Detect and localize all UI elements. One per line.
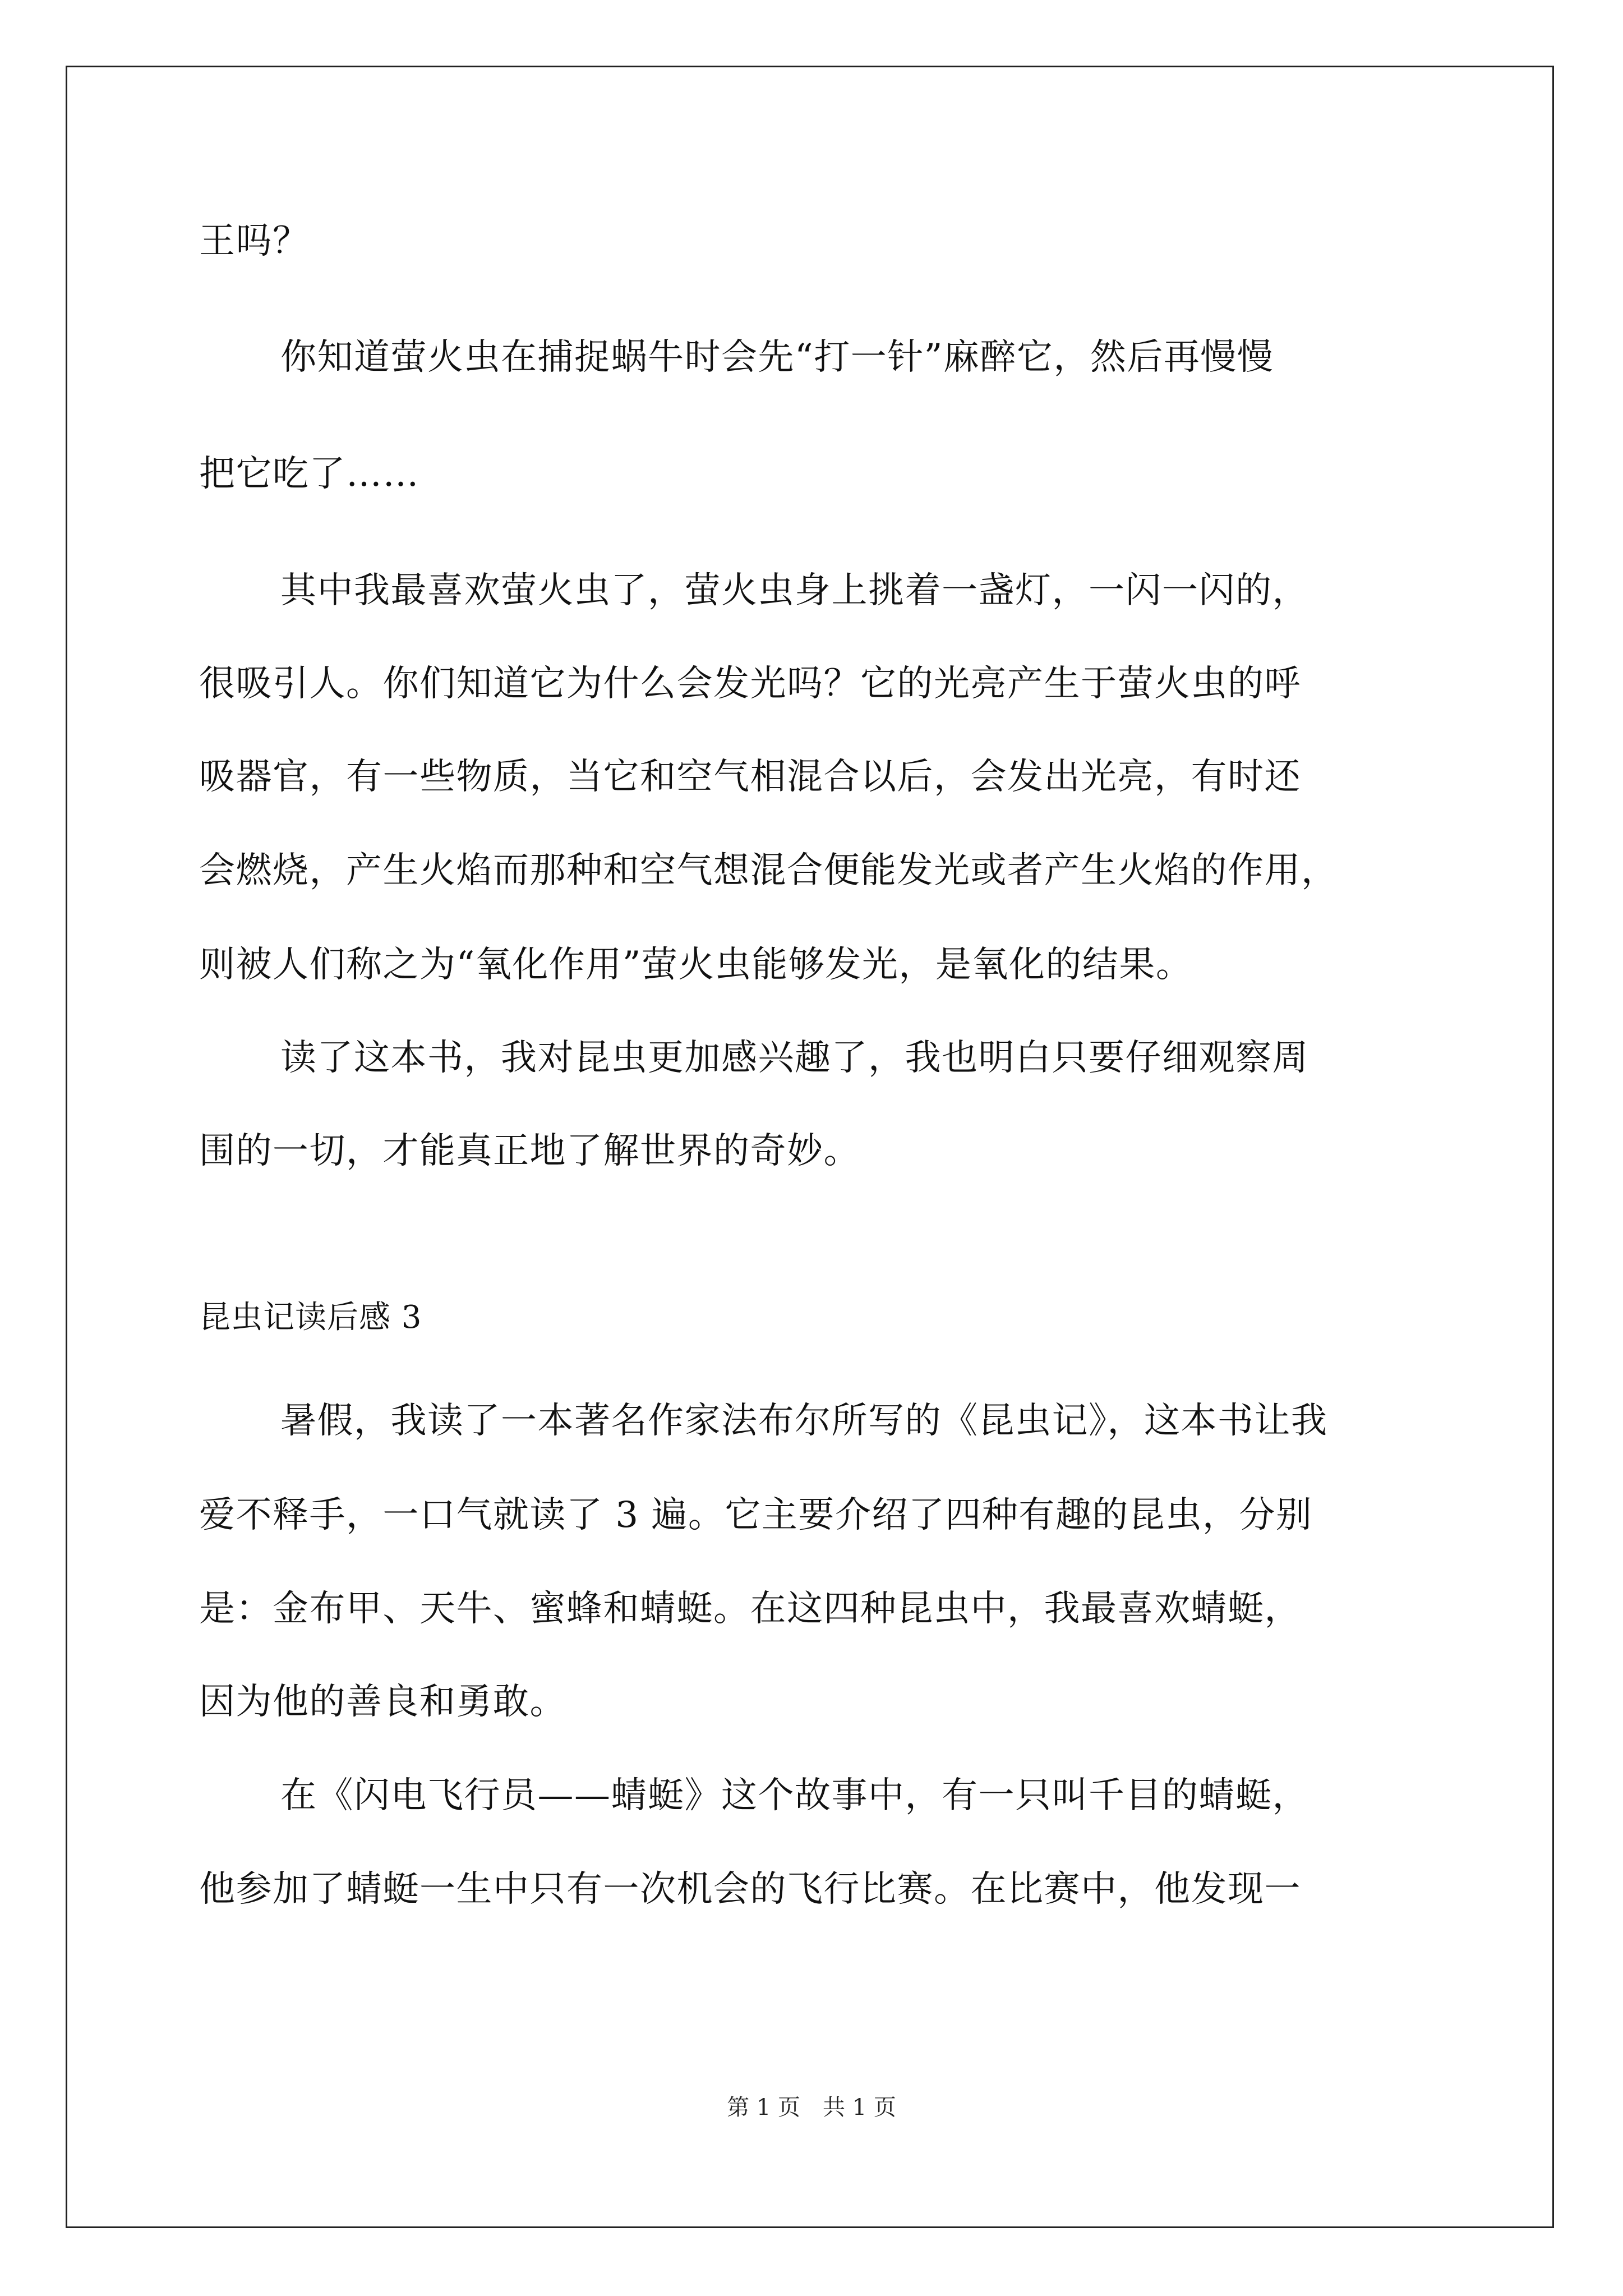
- text-line: 因为他的善良和勇敢。: [199, 1681, 566, 1723]
- section-heading: 昆虫记读后感 3: [199, 1299, 422, 1336]
- paragraph-start: 在《闪电飞行员——蜻蜓》这个故事中，有一只叫千目的蜻蜓，: [280, 1775, 1309, 1816]
- text-line: 围的一切，才能真正地了解世界的奇妙。: [199, 1130, 860, 1172]
- text-line: 他参加了蜻蜓一生中只有一次机会的飞行比赛。在比赛中，他发现一: [199, 1869, 1301, 1910]
- text-line: 王吗？: [199, 220, 310, 262]
- text-line: 吸器官，有一些物质，当它和空气相混合以后，会发出光亮，有时还: [199, 756, 1301, 798]
- text-line: 很吸引人。你们知道它为什么会发光吗？它的光亮产生于萤火虫的呼: [199, 663, 1301, 705]
- text-line: 是：金布甲、天牛、蜜蜂和蜻蜓。在这四种昆虫中，我最喜欢蜻蜓，: [199, 1588, 1301, 1630]
- text-line: 把它吃了……: [199, 453, 419, 495]
- text-line: 爱不释手，一口气就读了 3 遍。它主要介绍了四种有趣的昆虫，分别: [199, 1494, 1313, 1536]
- paragraph-start: 读了这本书，我对昆虫更加感兴趣了，我也明白只要仔细观察周: [280, 1037, 1309, 1079]
- text-line: 会燃烧，产生火焰而那种和空气想混合便能发光或者产生火焰的作用，: [199, 850, 1338, 891]
- text-line: 则被人们称之为“氧化作用”萤火虫能够发光，是氧化的结果。: [199, 944, 1193, 986]
- paragraph-start: 暑假，我读了一本著名作家法布尔所写的《昆虫记》，这本书让我: [280, 1400, 1328, 1442]
- page-number-footer: 第 1 页 共 1 页: [727, 2095, 896, 2120]
- paragraph-start: 你知道萤火虫在捕捉蜗牛时会先“打一针”麻醉它，然后再慢慢: [280, 337, 1274, 378]
- paragraph-start: 其中我最喜欢萤火虫了，萤火虫身上挑着一盏灯，一闪一闪的，: [280, 570, 1309, 611]
